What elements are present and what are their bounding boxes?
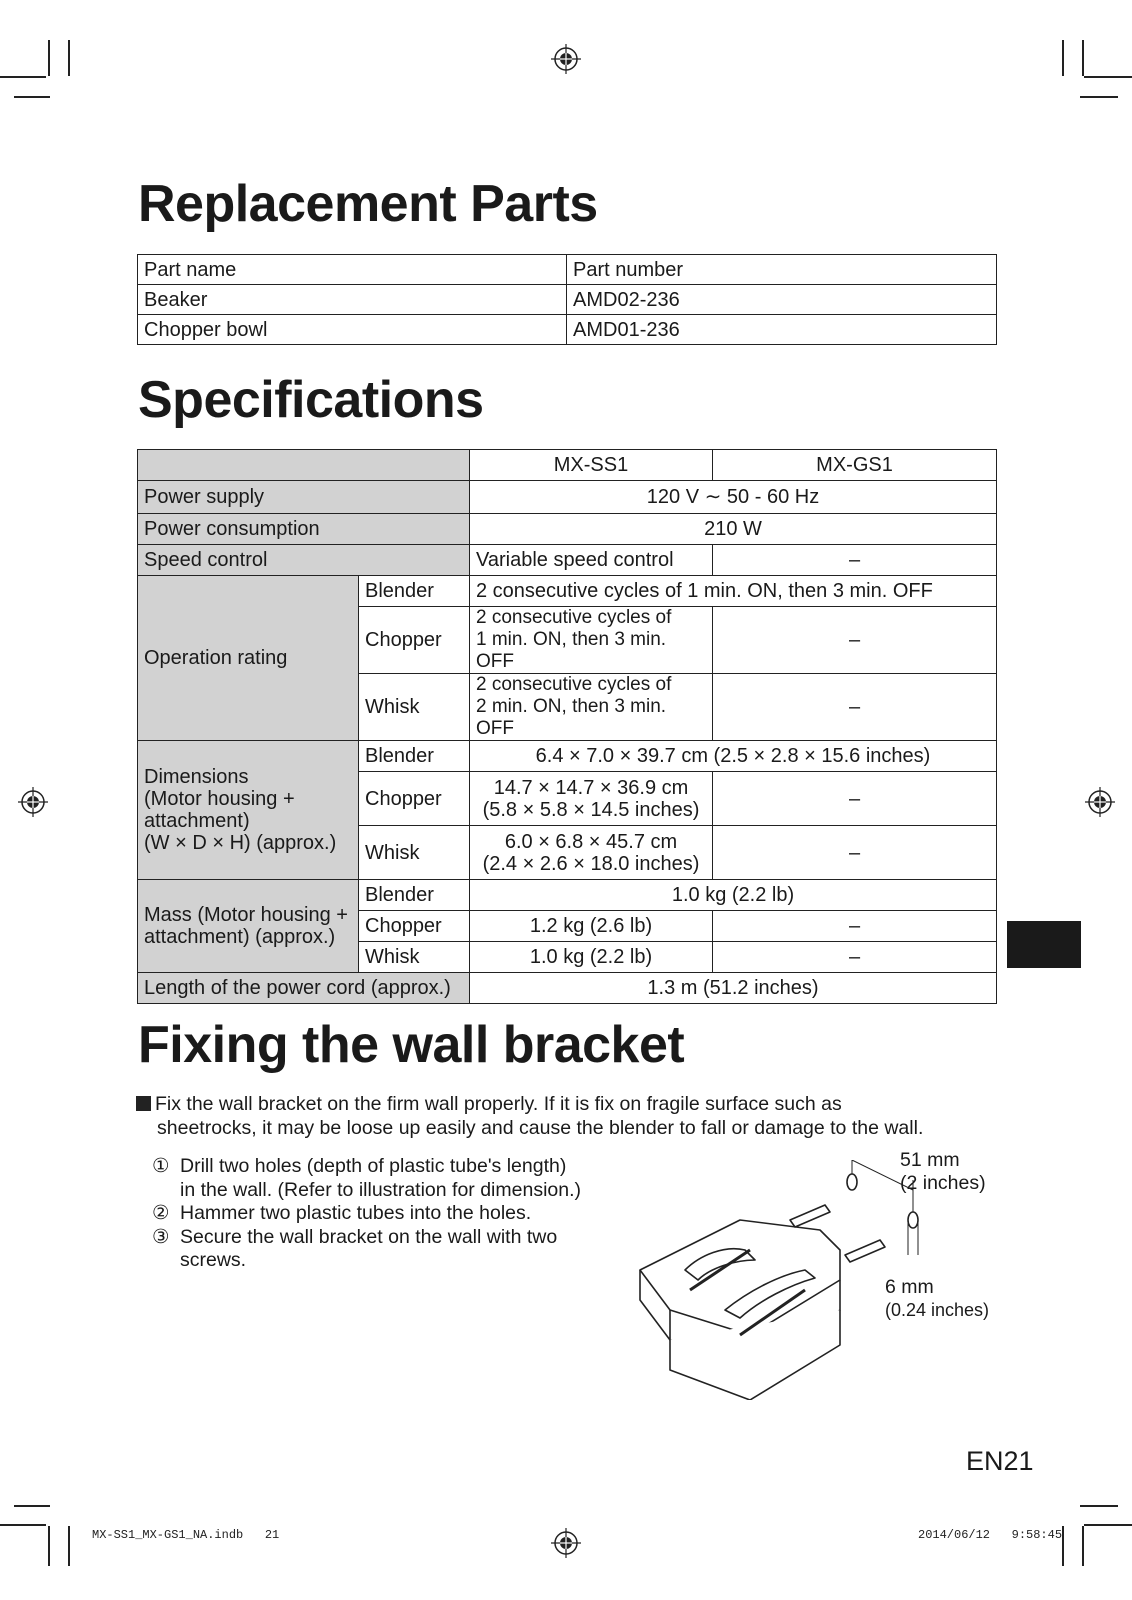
table-row <box>138 973 997 1004</box>
table-cell: 6.4 × 7.0 × 39.7 cm (2.5 × 2.8 × 15.6 inches) <box>470 741 997 772</box>
cell-line: 2 consecutive cycles of <box>476 674 672 695</box>
step-number: ① <box>152 1155 170 1177</box>
row-label: Power consumption <box>138 514 470 545</box>
label-line: Mass (Motor housing + <box>144 904 348 926</box>
table-row <box>138 514 997 545</box>
table-cell <box>470 826 713 880</box>
dimension-label-spacing <box>900 1149 986 1195</box>
table-cell: 1.0 kg (2.2 lb) <box>470 942 713 973</box>
sub-label: Chopper <box>359 911 470 942</box>
table-row <box>138 255 997 285</box>
table-cell: – <box>713 911 997 942</box>
table-row <box>138 481 997 514</box>
table-row <box>138 285 997 315</box>
dimension-label-hole <box>885 1276 989 1322</box>
footer-timestamp: 2014/06/12 9:58:45 <box>918 1528 1063 1542</box>
table-cell <box>470 674 713 741</box>
cell-line: 1 min. ON, then 3 min. OFF <box>476 629 667 672</box>
table-cell: – <box>713 545 997 576</box>
table-cell: – <box>713 607 997 674</box>
row-label <box>138 741 359 880</box>
row-label: Operation rating <box>138 576 359 741</box>
square-bullet-icon <box>136 1096 151 1111</box>
crop-mark <box>1062 40 1064 76</box>
crop-mark <box>0 76 46 78</box>
sub-label: Blender <box>359 741 470 772</box>
replacement-parts-table <box>137 254 997 345</box>
step-number: ② <box>152 1202 170 1224</box>
list-item <box>152 1226 632 1273</box>
label-line: (W × D × H) (approx.) <box>144 832 337 854</box>
label-line: attachment) <box>144 810 250 832</box>
sub-label: Chopper <box>359 772 470 826</box>
crop-mark <box>1084 1524 1132 1526</box>
steps-list <box>152 1155 632 1273</box>
sub-label: Whisk <box>359 942 470 973</box>
step-line: Secure the wall bracket on the wall with two <box>180 1225 558 1248</box>
row-label: Power supply <box>138 481 470 514</box>
dim-value-inches: (2 inches) <box>900 1172 986 1194</box>
row-label: Length of the power cord (approx.) <box>138 973 470 1004</box>
table-row <box>138 741 997 772</box>
specifications-heading: Specifications <box>138 371 484 429</box>
crop-mark <box>1062 1526 1064 1566</box>
page-number: EN21 <box>966 1446 1034 1476</box>
crop-mark <box>1084 76 1132 78</box>
table-cell: 1.3 m (51.2 inches) <box>470 973 997 1004</box>
table-cell <box>470 607 713 674</box>
table-cell: AMD02-236 <box>567 285 997 315</box>
table-cell: 120 V ∼ 50 - 60 Hz <box>470 481 997 514</box>
cell-line: 6.0 × 6.8 × 45.7 cm <box>504 830 678 853</box>
registration-mark-icon <box>551 44 581 74</box>
table-cell: – <box>713 674 997 741</box>
table-header-part-number: Part number <box>567 255 997 285</box>
crop-mark <box>48 40 50 76</box>
model-header-mx-gs1: MX-GS1 <box>713 450 997 481</box>
dim-value: 51 mm <box>900 1149 960 1171</box>
label-line: Dimensions <box>144 766 249 788</box>
registration-mark-icon <box>18 787 48 817</box>
dim-value-inches: (0.24 inches) <box>885 1300 990 1320</box>
cell-line: (5.8 × 5.8 × 14.5 inches) <box>482 798 700 821</box>
table-cell: 2 consecutive cycles of 1 min. ON, then 3 min. OFF <box>470 576 997 607</box>
specifications-table <box>137 449 997 1004</box>
note-line: sheetrocks, it may be loose up easily and cause the blender to fall or damage to the wall. <box>157 1117 924 1139</box>
crop-mark <box>68 1526 70 1566</box>
crop-mark <box>14 1505 50 1507</box>
crop-mark <box>14 96 50 98</box>
table-cell: 210 W <box>470 514 997 545</box>
step-number: ③ <box>152 1225 170 1248</box>
crop-mark <box>48 1526 50 1566</box>
table-cell: AMD01-236 <box>567 315 997 345</box>
crop-mark <box>68 40 70 76</box>
sub-label: Whisk <box>359 826 470 880</box>
caution-note <box>136 1092 1016 1140</box>
table-cell: 1.2 kg (2.6 lb) <box>470 911 713 942</box>
cell-line: 2 consecutive cycles of <box>476 607 672 628</box>
label-line: (Motor housing + <box>144 788 295 810</box>
cell-line: 2 min. ON, then 3 min. OFF <box>476 696 667 739</box>
sub-label: Blender <box>359 880 470 911</box>
step-line: in the wall. (Refer to illustration for dimension.) <box>180 1178 581 1201</box>
sub-label: Chopper <box>359 607 470 674</box>
crop-mark <box>1082 1526 1084 1566</box>
table-cell: – <box>713 826 997 880</box>
crop-mark <box>1080 96 1118 98</box>
table-row <box>138 880 997 911</box>
table-row <box>138 450 997 481</box>
cell-line: 14.7 × 14.7 × 36.9 cm <box>493 776 689 799</box>
cell-line: (2.4 × 2.6 × 18.0 inches) <box>482 852 700 875</box>
sub-label: Blender <box>359 576 470 607</box>
model-header-mx-ss1: MX-SS1 <box>470 450 713 481</box>
registration-mark-icon <box>1085 787 1115 817</box>
label-line: attachment) (approx.) <box>144 926 336 948</box>
table-corner-cell <box>138 450 470 481</box>
footer-file: MX-SS1_MX-GS1_NA.indb 21 <box>92 1528 280 1542</box>
table-row <box>138 315 997 345</box>
note-line <box>136 1092 1016 1116</box>
table-cell: – <box>713 942 997 973</box>
list-item <box>152 1155 632 1202</box>
section-tab <box>1007 921 1081 968</box>
row-label <box>138 880 359 973</box>
table-cell: Chopper bowl <box>138 315 567 345</box>
dim-value: 6 mm <box>885 1276 934 1298</box>
table-cell: – <box>713 772 997 826</box>
registration-mark-icon <box>551 1528 581 1558</box>
table-row <box>138 545 997 576</box>
note-text: Fix the wall bracket on the firm wall properly. If it is fix on fragile surface such as <box>155 1093 842 1115</box>
list-item <box>152 1202 632 1226</box>
crop-mark <box>1080 1505 1118 1507</box>
wall-bracket-heading: Fixing the wall bracket <box>138 1016 685 1074</box>
table-cell: 1.0 kg (2.2 lb) <box>470 880 997 911</box>
sub-label: Whisk <box>359 674 470 741</box>
table-cell: Beaker <box>138 285 567 315</box>
table-header-part-name: Part name <box>138 255 567 285</box>
step-line: screws. <box>180 1249 247 1271</box>
table-row <box>138 576 997 607</box>
table-cell <box>470 772 713 826</box>
replacement-parts-heading: Replacement Parts <box>138 175 598 233</box>
step-line: Drill two holes (depth of plastic tube's length) <box>180 1155 567 1177</box>
crop-mark <box>1082 40 1084 76</box>
table-cell: Variable speed control <box>470 545 713 576</box>
step-line: Hammer two plastic tubes into the holes. <box>180 1202 532 1224</box>
row-label: Speed control <box>138 545 470 576</box>
crop-mark <box>0 1524 46 1526</box>
